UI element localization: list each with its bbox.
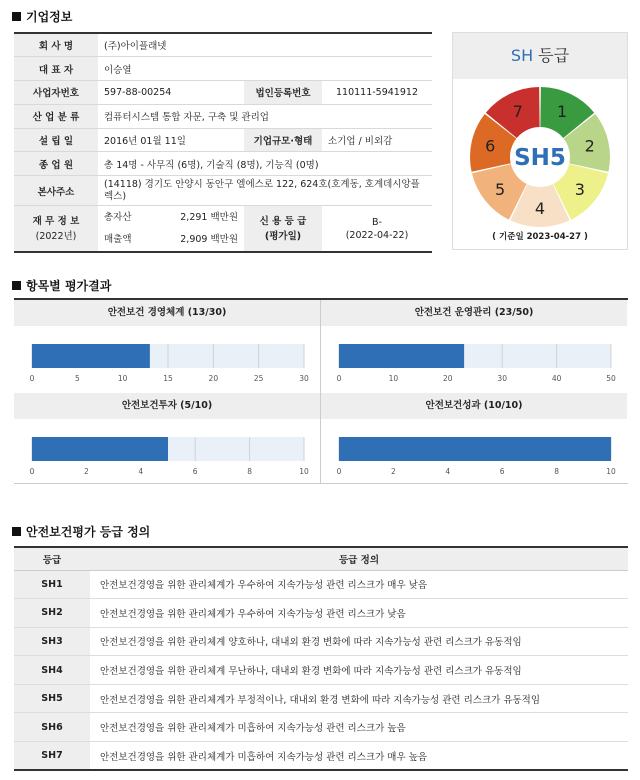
- tick-label: 10: [606, 467, 616, 476]
- grade-code: SH2: [14, 599, 90, 628]
- table-header-row: [14, 547, 628, 570]
- section-title-evaluation: 항목별 평가결과: [12, 277, 111, 294]
- tick-label: 5: [74, 374, 80, 383]
- table-row: [14, 713, 628, 742]
- grade-description: 안전보건경영을 위한 관리체계가 부정적이나, 대내외 환경 변화에 따라 지속가능성 관련 리스크가 유동적임: [90, 684, 628, 713]
- grade-code: SH1: [14, 570, 90, 599]
- tick-label: 15: [163, 374, 173, 383]
- grade-segment-label: 3: [574, 179, 585, 199]
- bizno-label: 사업자번호: [14, 81, 98, 105]
- grade-description: 안전보건경영을 위한 관리체계 양호하나, 대내외 환경 변화에 따라 지속가능성 관련 리스크가 유동적임: [90, 627, 628, 656]
- assets-value: 2,291 백만원: [180, 211, 238, 223]
- col-def-header: 등급 정의: [90, 547, 628, 570]
- company-name-value: (주)아이플래넷: [98, 33, 432, 57]
- chart-title: 안전보건 경영체계 (13/30): [14, 300, 320, 326]
- tick-label: 4: [138, 467, 144, 476]
- tick-label: 25: [253, 374, 264, 383]
- address-label: 본사주소: [14, 176, 98, 206]
- square-bullet-icon: [12, 12, 21, 21]
- table-row: [14, 128, 432, 152]
- corpno-value: 110111-5941912: [322, 81, 432, 105]
- square-bullet-icon: [12, 281, 21, 290]
- table-row: [14, 599, 628, 628]
- ceo-value: 이승열: [98, 57, 432, 81]
- table-row: [14, 684, 628, 713]
- table-row: [14, 656, 628, 685]
- tick-label: 0: [336, 374, 342, 383]
- table-row: [14, 627, 628, 656]
- chart-title: 안전보건 운영관리 (23/50): [321, 300, 627, 326]
- table-row: [14, 742, 628, 771]
- chart-operation-management: [321, 300, 627, 392]
- grade-panel: [452, 32, 628, 250]
- size-label: 기업규모·형태: [244, 128, 322, 152]
- bizno-value: 597-88-00254: [98, 81, 244, 105]
- chart-management-system: [14, 300, 320, 392]
- finance-label: 재 무 정 보 (2022년): [14, 206, 98, 252]
- address-value: (14118) 경기도 안양시 동안구 엘에스로 122, 624호(호계동, 호계데시앙플렉스): [98, 176, 432, 206]
- tick-label: 20: [443, 374, 453, 383]
- table-row: [14, 152, 432, 176]
- grade-definition-table: [14, 546, 628, 771]
- tick-label: 20: [208, 374, 219, 383]
- tick-label: 30: [497, 374, 507, 383]
- grade-segment-label: 4: [534, 199, 546, 218]
- founded-label: 설 립 일: [14, 128, 98, 152]
- score-bar: [339, 344, 464, 368]
- finance-values: [98, 206, 244, 252]
- company-info-table: [14, 32, 432, 253]
- score-bar: [32, 344, 150, 368]
- corpno-label: 법인등록번호: [244, 81, 322, 105]
- grade-description: 안전보건경영을 위한 관리체계가 우수하여 지속가능성 관련 리스크가 매우 낮음: [90, 570, 628, 599]
- grade-header: SH 등급: [453, 33, 627, 79]
- tick-label: 6: [499, 467, 505, 476]
- grade-description: 안전보건경영을 위한 관리체계 무난하나, 대내외 환경 변화에 따라 지속가능성 관련 리스크가 유동적임: [90, 656, 628, 685]
- tick-label: 40: [551, 374, 562, 383]
- grade-value: SH5: [514, 145, 566, 171]
- section-title-company: 기업정보: [12, 8, 72, 25]
- tick-label: 0: [336, 467, 342, 476]
- grade-segment-label: 1: [557, 102, 568, 122]
- tick-label: 6: [192, 467, 198, 476]
- table-row: [14, 57, 432, 81]
- chart-title: 안전보건성과 (10/10): [321, 393, 627, 419]
- tick-label: 2: [84, 467, 89, 476]
- table-row: [14, 206, 432, 252]
- chart-performance: [321, 393, 627, 485]
- founded-value: 2016년 01월 11일: [98, 128, 244, 152]
- assets-label: 총자산: [104, 211, 132, 223]
- grade-segment-label: 6: [485, 136, 496, 156]
- credit-label: 신 용 등 급 (평가일): [244, 206, 322, 252]
- section-title-definition: 안전보건평가 등급 정의: [12, 523, 150, 540]
- tick-label: 10: [117, 374, 128, 383]
- score-bar: [339, 437, 611, 461]
- grade-description: 안전보건경영을 위한 관리체계가 미흡하여 지속가능성 관련 리스크가 매우 높음: [100, 751, 428, 763]
- tick-label: 50: [606, 374, 616, 383]
- grade-code: SH5: [14, 684, 90, 713]
- grade-segment-label: 5: [495, 179, 506, 199]
- tick-label: 30: [299, 374, 309, 383]
- grade-segment-label: 2: [584, 136, 595, 156]
- grade-code: SH3: [14, 627, 90, 656]
- industry-label: 산 업 분 류: [14, 104, 98, 128]
- tick-label: 4: [445, 467, 451, 476]
- employees-value: 총 14명 - 사무직 (6명), 기술직 (8명), 기능직 (0명): [98, 152, 432, 176]
- col-grade-header: 등급: [14, 547, 90, 570]
- sales-label: 매출액: [104, 233, 132, 245]
- employees-label: 종 업 원: [14, 152, 98, 176]
- table-row: [14, 570, 628, 599]
- grade-wheel: [469, 86, 611, 228]
- grade-date: ( 기준일 2023-04-27 ): [492, 232, 588, 242]
- table-row: [14, 104, 432, 128]
- tick-label: 0: [29, 374, 35, 383]
- chart-title: 안전보건투자 (5/10): [14, 393, 320, 419]
- sales-value: 2,909 백만원: [180, 233, 238, 245]
- grade-code: SH7: [14, 742, 90, 771]
- company-name-label: 회 사 명: [14, 33, 98, 57]
- grade-segment-label: 7: [512, 102, 523, 122]
- tick-label: 10: [388, 374, 399, 383]
- size-value: 소기업 / 비외감: [322, 128, 432, 152]
- grade-description: 안전보건경영을 위한 관리체계가 우수하여 지속가능성 관련 리스크가 낮음: [90, 599, 628, 628]
- score-bar: [32, 437, 168, 461]
- grade-description: 안전보건경영을 위한 관리체계가 미흡하여 지속가능성 관련 리스크가 높음: [90, 713, 628, 742]
- ceo-label: 대 표 자: [14, 57, 98, 81]
- table-row: [14, 81, 432, 105]
- grade-code: SH6: [14, 713, 90, 742]
- tick-label: 2: [391, 467, 396, 476]
- tick-label: 10: [299, 467, 309, 476]
- evaluation-charts: [14, 298, 628, 484]
- grade-code: SH4: [14, 656, 90, 685]
- table-row: [14, 176, 432, 206]
- tick-label: 8: [247, 467, 252, 476]
- tick-label: 0: [29, 467, 35, 476]
- tick-label: 8: [554, 467, 559, 476]
- table-row: [14, 33, 432, 57]
- industry-value: 컴퓨터시스템 통합 자문, 구축 및 관리업: [98, 104, 432, 128]
- credit-value: B- (2022-04-22): [322, 206, 432, 252]
- square-bullet-icon: [12, 527, 21, 536]
- chart-investment: [14, 393, 320, 485]
